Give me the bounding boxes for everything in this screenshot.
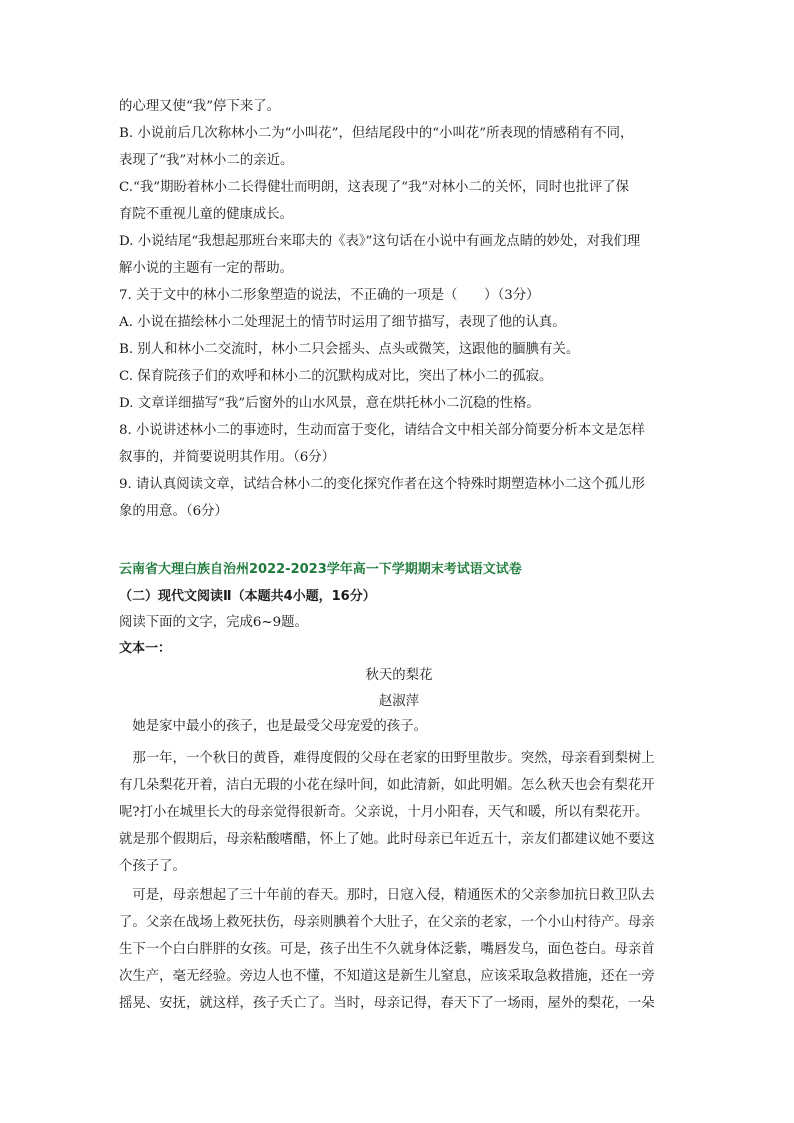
question-line: 育院不重视儿童的健康成长。	[119, 207, 294, 222]
body-line: 了。父亲在战场上救死扶伤，母亲则腆着个大肚子，在父亲的老家，一个小山村待产。母亲	[119, 915, 655, 930]
body-line: 摇晃、安抚，就这样，孩子夭亡了。当时，母亲记得，春天下了一场雨，屋外的梨花，一朵	[119, 996, 655, 1011]
question-line: B. 别人和林小二交流时，林小二只会摇头、点头或微笑，这跟他的腼腆有关。	[119, 342, 580, 357]
body-line: 有几朵梨花开着，洁白无瑕的小花在绿叶间，如此清新，如此明媚。怎么秋天也会有梨花开	[119, 778, 655, 793]
section-title: （二）现代文阅读Ⅱ（本题共4小题，16分）	[119, 589, 376, 604]
question-line: 解小说的主题有一定的帮助。	[119, 261, 294, 276]
body-line: 那一年，一个秋日的黄昏，难得度假的父母在老家的田野里散步。突然，母亲看到梨树上	[119, 751, 655, 766]
question-line: C.“我”期盼着林小二长得健壮而明朗，这表现了“我”对林小二的关怀，同时也批评了保	[119, 180, 630, 195]
question-line: C. 保育院孩子们的欢呼和林小二的沉默构成对比，突出了林小二的孤寂。	[119, 369, 553, 384]
body-line: 她是家中最小的孩子，也是最受父母宠爱的孩子。	[119, 719, 427, 734]
question-line: D. 小说结尾“我想起那班台来耶夫的《表》”这句话在小说中有画龙点睛的妙处，对我们理	[119, 234, 641, 249]
body-line: 可是，母亲想起了三十年前的春天。那时，日寇入侵，精通医术的父亲参加抗日救卫队去	[119, 888, 655, 903]
question-line: 7. 关于文中的林小二形象塑造的说法，不正确的一项是（ ）（3分）	[119, 288, 540, 303]
text-label: 文本一：	[119, 641, 172, 656]
question-line: 9. 请认真阅读文章，试结合林小二的变化探究作者在这个特殊时期塑造林小二这个孤儿形	[119, 477, 645, 492]
article-author: 赵淑萍	[378, 694, 420, 709]
source-title: 云南省大理白族自治州2022-2023学年高一下学期期末考试语文试卷	[119, 562, 522, 577]
body-line: 呢?打小在城里长大的母亲觉得很新奇。父亲说，十月小阳春，天气和暖，所以有梨花开。	[119, 805, 649, 820]
question-line: 象的用意。（6分）	[119, 504, 228, 519]
instruction-text: 阅读下面的文字，完成6~9题。	[119, 615, 308, 630]
question-line: 8. 小说讲述林小二的事迹时，生动而富于变化，请结合文中相关部分简要分析本文是怎样	[119, 423, 645, 438]
question-line: 叙事的，并简要说明其作用。（6分）	[119, 450, 336, 465]
question-line: 表现了“我”对林小二的亲近。	[119, 153, 294, 168]
question-line: 的心理又使“我”停下来了。	[119, 99, 280, 114]
body-line: 个孩子了。	[119, 859, 186, 874]
question-line: A. 小说在描绘林小二处理泥土的情节时运用了细节描写，表现了他的认真。	[119, 315, 566, 330]
question-line: D. 文章详细描写“我”后窗外的山水风景，意在烘托林小二沉稳的性格。	[119, 396, 540, 411]
article-title: 秋天的梨花	[365, 668, 433, 683]
body-line: 次生产，毫无经验。旁边人也不懂，不知道这是新生儿窒息，应该采取急救措施，还在一旁	[119, 969, 655, 984]
body-line: 就是那个假期后，母亲粘酸嗜醋，怀上了她。此时母亲已年近五十，亲友们都建议她不要这	[119, 832, 655, 847]
question-line: B. 小说前后几次称林小二为“小叫花”，但结尾段中的“小叫花”所表现的情感稍有不同，	[119, 126, 634, 141]
body-line: 生下一个白白胖胖的女孩。可是，孩子出生不久就身体泛紫，嘴唇发乌，面色苍白。母亲首	[119, 942, 655, 957]
